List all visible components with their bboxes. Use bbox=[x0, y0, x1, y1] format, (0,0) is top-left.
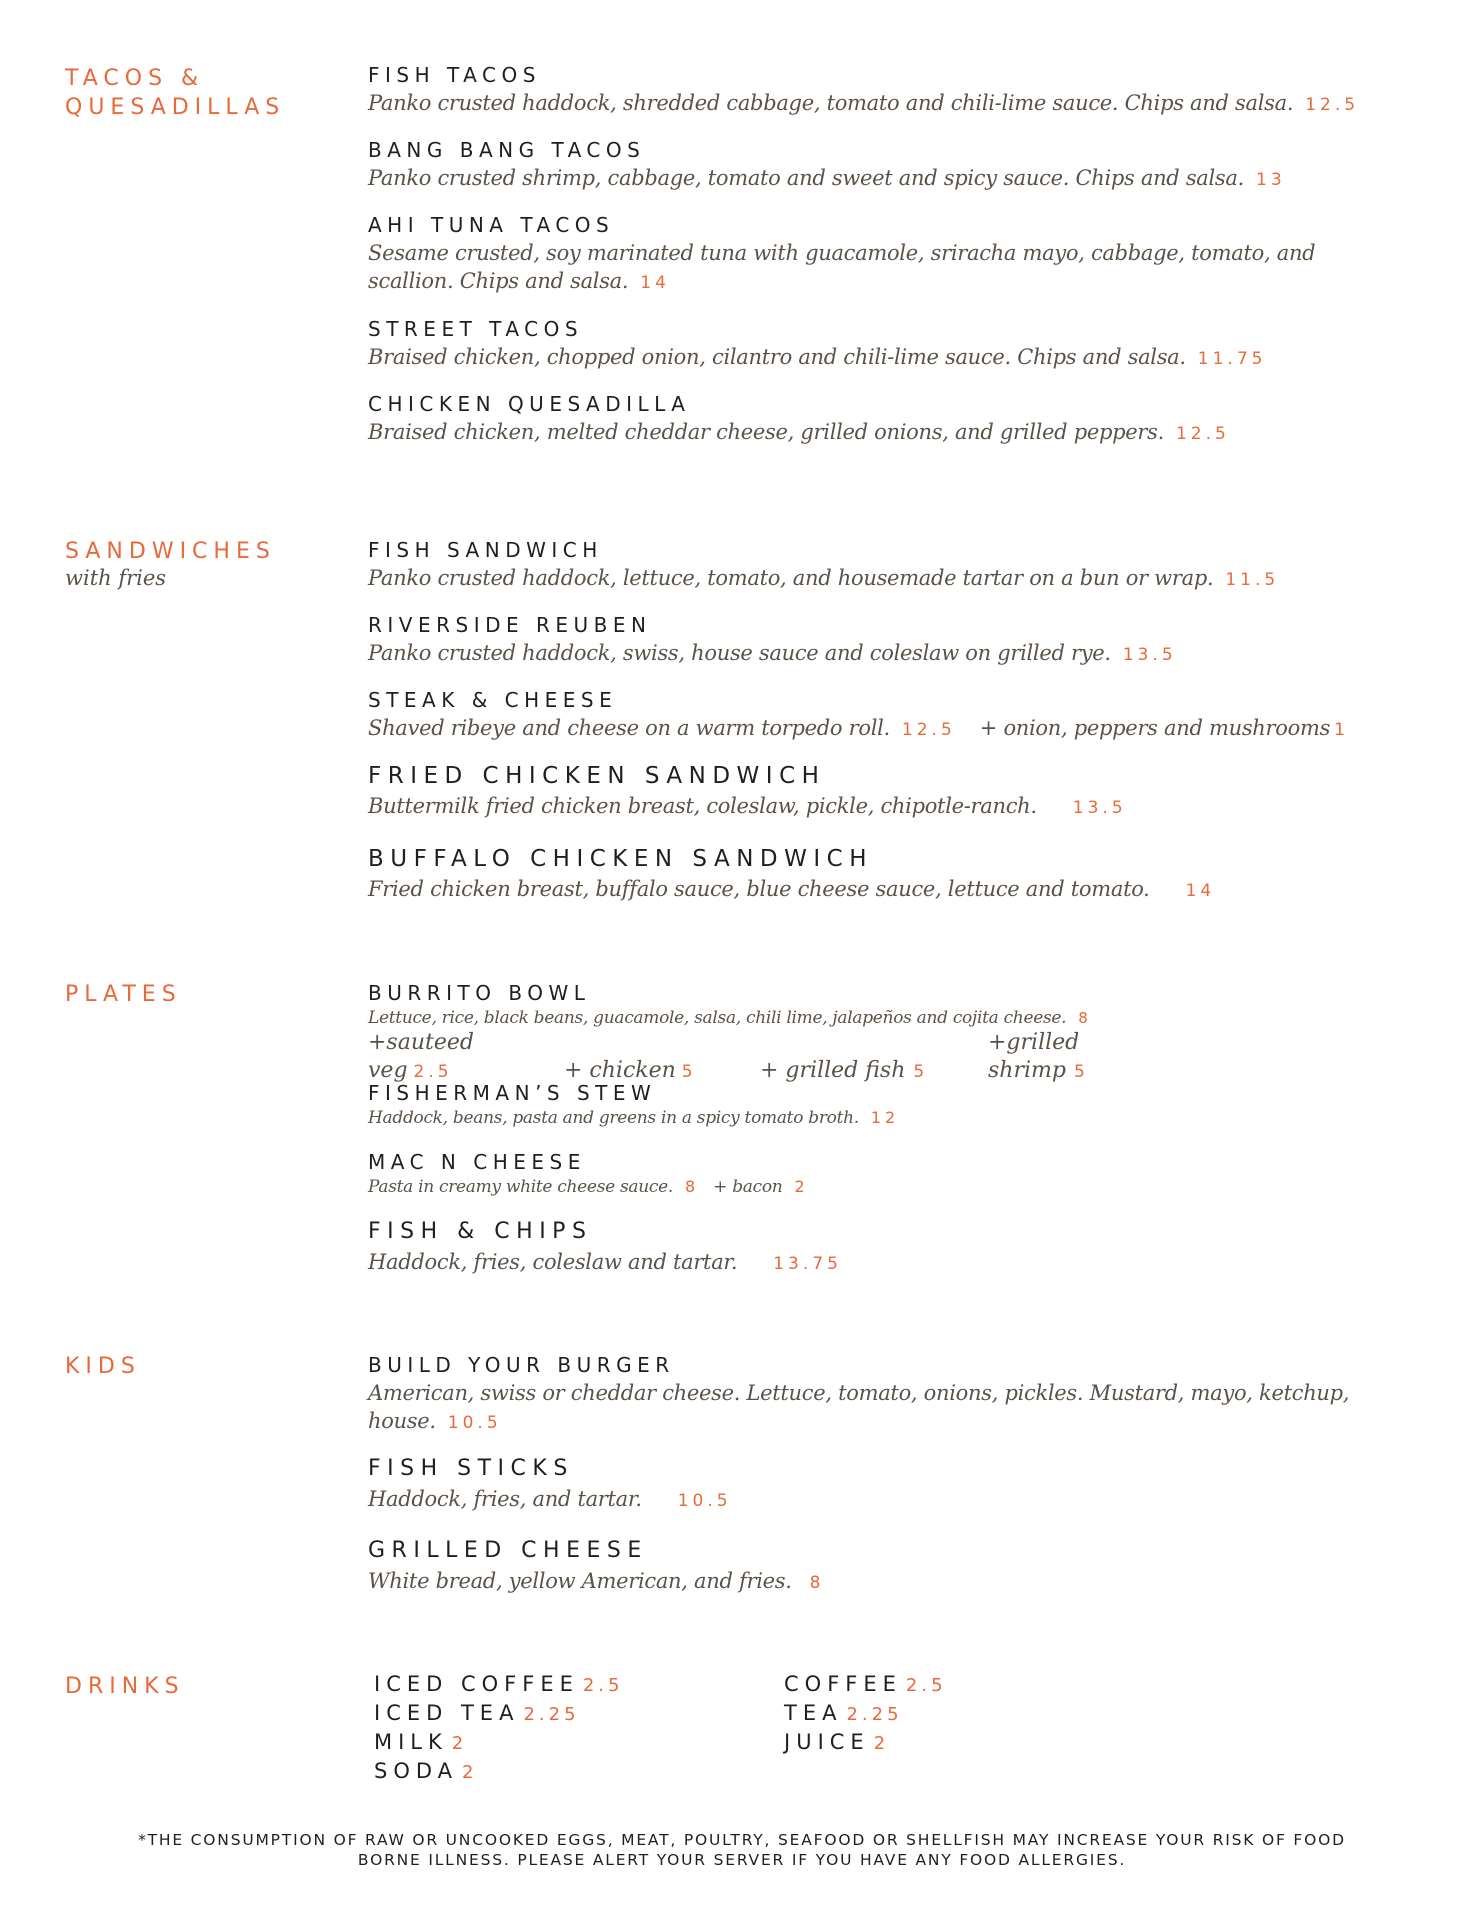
item-addon-price: 1 bbox=[1334, 720, 1349, 740]
item-description: White bread, yellow American, and fries. 8 bbox=[368, 1569, 825, 1593]
item-price: 8 bbox=[684, 1177, 700, 1196]
item-price: 2.5 bbox=[582, 1675, 624, 1696]
menu-item-fish-sandwich bbox=[368, 536, 1458, 594]
section-title-plates-label: PLATES bbox=[65, 982, 182, 1007]
item-description: Shaved ribeye and cheese on a warm torpedo roll. 12.5 + onion, peppers and mushrooms 1 bbox=[368, 716, 1349, 740]
menu-item-ahi-tuna-tacos bbox=[368, 211, 1388, 297]
menu-item-street-tacos bbox=[368, 315, 1458, 373]
item-name: GRILLED CHEESE bbox=[368, 1538, 648, 1563]
menu-item-build-your-burger bbox=[368, 1351, 1398, 1437]
item-addon-price: 2 bbox=[794, 1177, 809, 1196]
addon-chicken: + chicken 5 bbox=[564, 1058, 697, 1083]
item-price: 8 bbox=[1078, 1009, 1092, 1027]
item-addon: + onion, peppers and mushrooms bbox=[979, 716, 1331, 740]
item-description: Panko crusted haddock, swiss, house sauce and coleslaw on grilled rye. 13.5 bbox=[368, 641, 1177, 665]
item-name: STREET TACOS bbox=[368, 317, 584, 341]
menu-item-steak-and-cheese bbox=[368, 686, 1478, 744]
item-description: Haddock, fries, coleslaw and tartar. 13.75 bbox=[368, 1250, 842, 1274]
item-price: 13.5 bbox=[1072, 798, 1127, 818]
menu-item-burrito-bowl bbox=[368, 979, 1458, 1086]
menu-item-mac-n-cheese bbox=[368, 1148, 1458, 1198]
item-description: Braised chicken, chopped onion, cilantro and chili-lime sauce. Chips and salsa. 11.75 bbox=[368, 345, 1267, 369]
drink-juice: JUICE 2 bbox=[784, 1730, 890, 1754]
item-price: 13.5 bbox=[1122, 645, 1177, 665]
section-title-sandwiches bbox=[65, 537, 276, 590]
disclaimer-line-2: BORNE ILLNESS. PLEASE ALERT YOUR SERVER IF YOU HAVE ANY FOOD ALLERGIES. bbox=[357, 1851, 1127, 1869]
item-price: 2.25 bbox=[846, 1704, 903, 1725]
item-description: Braised chicken, melted cheddar cheese, grilled onions, and grilled peppers. 12.5 bbox=[368, 420, 1230, 444]
addon-sauteed-veg: +sauteed veg 2.5 bbox=[368, 1030, 474, 1083]
item-price: 10.5 bbox=[447, 1413, 502, 1433]
addon-grilled-shrimp: +grilled shrimp 5 bbox=[988, 1030, 1089, 1083]
item-name: FISH STICKS bbox=[368, 1456, 574, 1481]
section-subtitle: with fries bbox=[65, 566, 167, 590]
item-name: FISH TACOS bbox=[368, 63, 541, 87]
item-description: Fried chicken breast, buffalo sauce, blue cheese sauce, lettuce and tomato. 14 bbox=[368, 877, 1216, 901]
item-description: Panko crusted haddock, lettuce, tomato, and housemade tartar on a bun or wrap. 11.5 bbox=[368, 566, 1280, 590]
item-description: Haddock, beans, pasta and greens in a spicy tomato broth. 12 bbox=[368, 1108, 900, 1128]
section-title-drinks-label: DRINKS bbox=[65, 1674, 185, 1699]
item-description: Panko crusted haddock, shredded cabbage, tomato and chili-lime sauce. Chips and salsa. 12.5 bbox=[368, 91, 1360, 115]
item-name: FISH SANDWICH bbox=[368, 538, 603, 562]
menu-item-chicken-quesadilla bbox=[368, 390, 1458, 448]
item-name: RIVERSIDE REUBEN bbox=[368, 613, 652, 637]
item-name: FRIED CHICKEN SANDWICH bbox=[368, 763, 826, 789]
item-name: STEAK & CHEESE bbox=[368, 688, 618, 712]
menu-item-buffalo-chicken-sandwich bbox=[368, 845, 1458, 905]
item-name: FISH & CHIPS bbox=[368, 1219, 593, 1244]
menu-item-fried-chicken-sandwich bbox=[368, 762, 1458, 822]
section-title-kids bbox=[65, 1352, 141, 1381]
section-title-sandwiches-label: SANDWICHES bbox=[65, 539, 276, 564]
item-price: 2 bbox=[873, 1733, 890, 1754]
addon-row bbox=[368, 1029, 1458, 1086]
disclaimer-line-1: *THE CONSUMPTION OF RAW OR UNCOOKED EGGS, MEAT, POULTRY, SEAFOOD OR SHELLFISH MAY INCREASE YOUR RISK OF FOOD bbox=[138, 1831, 1346, 1849]
item-name: BURRITO BOWL bbox=[368, 981, 591, 1005]
item-name: FISHERMAN’S STEW bbox=[368, 1081, 657, 1105]
item-name: AHI TUNA TACOS bbox=[368, 213, 615, 237]
item-price: 12 bbox=[870, 1108, 900, 1127]
menu-item-bang-bang-tacos bbox=[368, 136, 1458, 194]
item-description: Sesame crusted, soy marinated tuna with guacamole, sriracha mayo, cabbage, tomato, and scallion. Chips and salsa. 14 bbox=[368, 241, 1316, 293]
menu-item-riverside-reuben bbox=[368, 611, 1458, 669]
item-price: 14 bbox=[1185, 881, 1216, 901]
drink-iced-coffee: ICED COFFEE 2.5 bbox=[374, 1672, 624, 1696]
item-price: 11.5 bbox=[1225, 570, 1280, 590]
drink-tea: TEA 2.25 bbox=[784, 1701, 903, 1725]
item-name: MAC N CHEESE bbox=[368, 1150, 586, 1174]
item-price: 12.5 bbox=[901, 720, 956, 740]
menu-item-grilled-cheese bbox=[368, 1537, 1458, 1597]
item-name: BUFFALO CHICKEN SANDWICH bbox=[368, 846, 873, 872]
item-name: BUILD YOUR BURGER bbox=[368, 1353, 675, 1377]
drink-iced-tea: ICED TEA 2.25 bbox=[374, 1701, 580, 1725]
item-price: 13.75 bbox=[773, 1254, 842, 1274]
item-name: CHICKEN QUESADILLA bbox=[368, 392, 691, 416]
section-title-tacos-line2: QUESADILLAS bbox=[65, 95, 286, 120]
item-price: 10.5 bbox=[677, 1491, 732, 1511]
item-name: BANG BANG TACOS bbox=[368, 138, 646, 162]
item-price: 14 bbox=[640, 273, 670, 293]
section-title-kids-label: KIDS bbox=[65, 1354, 141, 1379]
item-price: 12.5 bbox=[1175, 424, 1230, 444]
item-price: 12.5 bbox=[1305, 95, 1360, 115]
item-price: 2.5 bbox=[905, 1675, 947, 1696]
drink-milk: MILK 2 bbox=[374, 1730, 468, 1754]
drink-coffee: COFFEE 2.5 bbox=[784, 1672, 947, 1696]
menu-item-fishermans-stew bbox=[368, 1079, 1458, 1129]
item-description: Lettuce, rice, black beans, guacamole, salsa, chili lime, jalapeños and cojita cheese. 8 bbox=[368, 1008, 1092, 1028]
item-description: Pasta in creamy white cheese sauce. 8 + bacon 2 bbox=[368, 1177, 809, 1197]
item-description: Haddock, fries, and tartar. 10.5 bbox=[368, 1487, 732, 1511]
item-price: 11.75 bbox=[1197, 349, 1267, 369]
section-title-tacos-line1: TACOS & bbox=[65, 66, 205, 91]
item-addon: + bacon bbox=[713, 1177, 783, 1197]
menu-item-fish-and-chips bbox=[368, 1218, 1458, 1278]
item-price: 2 bbox=[451, 1733, 468, 1754]
item-price: 2.25 bbox=[523, 1704, 580, 1725]
item-price: 8 bbox=[809, 1573, 825, 1593]
item-price: 13 bbox=[1256, 170, 1286, 190]
drink-soda: SODA 2 bbox=[374, 1759, 478, 1783]
section-title-tacos bbox=[65, 64, 285, 122]
menu-item-fish-sticks bbox=[368, 1455, 1458, 1515]
section-title-drinks bbox=[65, 1672, 185, 1701]
item-description: Buttermilk fried chicken breast, coleslaw, pickle, chipotle-ranch. 13.5 bbox=[368, 794, 1127, 818]
item-description: American, swiss or cheddar cheese. Lettuce, tomato, onions, pickles. Mustard, mayo, ketchup, house. 10.5 bbox=[368, 1381, 1350, 1433]
item-description: Panko crusted shrimp, cabbage, tomato and sweet and spicy sauce. Chips and salsa. 13 bbox=[368, 166, 1286, 190]
menu-item-fish-tacos bbox=[368, 61, 1458, 119]
section-title-plates bbox=[65, 980, 182, 1009]
addon-grilled-fish: + grilled fish 5 bbox=[760, 1058, 929, 1083]
allergy-disclaimer bbox=[80, 1830, 1404, 1870]
item-price: 2 bbox=[462, 1762, 478, 1783]
